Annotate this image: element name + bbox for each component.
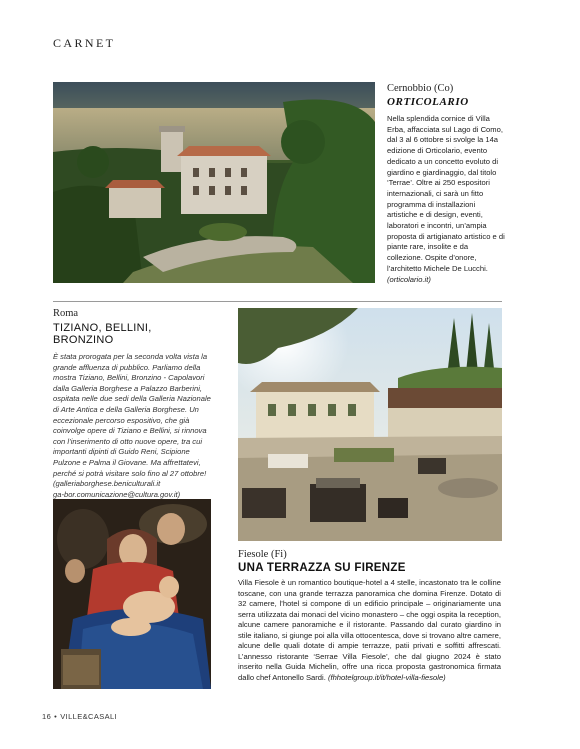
- magazine-name: VILLE&CASALI: [60, 712, 118, 721]
- divider: [53, 301, 502, 302]
- article-place: Cernobbio (Co): [387, 83, 454, 94]
- page-footer: [42, 712, 117, 721]
- section-label: CARNET: [53, 36, 116, 50]
- article-link[interactable]: (galleriaborghese.beniculturali.it: [53, 479, 161, 489]
- article-place: Fiesole (Fi): [238, 549, 287, 560]
- article-body: È stata prorogata per la seconda volta vista la grande affluenza di pubblico. Parliamo della mostra Tiziano, Bellini, Bronzino - Capolavori dalla Galleria Borghese a Palazzo Barberini, ospitata nelle due sedi della Galleria Nazionale di Arte Antica e della Galleria Borghese. Un eccezionale percorso espositivo, che già coinvolge opere di Tiziano e Bellini, si rinnova con l’inserimento di otto nuove opere, tra cui importanti dipinti di Guido Reni, Scipione Pulzone e Palma il Giovane. Ma affrettatevi, perché si potrà visitare solo fino al 27 ottobre!: [53, 352, 211, 478]
- article-link[interactable]: ga-bor.comunicazione@cultura.gov.it): [53, 489, 181, 499]
- article-text: Nella splendida cornice di Villa Erba, affacciata sul Lago di Como, dal 3 al 6 ottobre si svolge la 14a edizione di Orticolario, evento dedicato a un concetto evoluto di giardino e giardinaggio, dal titolo ‘Terrae’. Oltre ai 250 espositori internazionali, ci sarà un fitto programma di installazioni artistiche e di design, eventi, laboratori e incontri, un’ampia proposta di artigianato artistico e di piante rare, insolite e da collezione. Ospite d’onore, l’architetto Michele De Lucchi.: [387, 114, 505, 273]
- article-body: [238, 578, 501, 683]
- article-text: Villa Fiesole è un romantico boutique-hotel a 4 stelle, incastonato tra le colline toscane, con una grande terrazza panoramica che domina Firenze. Dotato di 32 camere, l’hotel si compone di un edificio principale – originariamente una serra utilizzata dai monaci del vicino monastero – che oggi ospita la reception, alcune camere panoramiche e il ristorante. Passando dal curato giardino in stile italiano, si giunge poi alla villa ottocentesca, dove si trovano altre camere, alcune delle quali dotate di ampie terrazze, patii privati e soffitti affrescati. L’annesso ristorante ‘Serrae Villa Fiesole’, che dal giugno 2024 è stato inserito nella Guida Michelin, offre una ricca proposta gastronomica firmata dallo chef Antonello Sardi.: [238, 578, 501, 682]
- article-title: UNA TERRAZZA SU FIRENZE: [238, 562, 406, 574]
- article-links: [53, 479, 213, 500]
- article-title: ORTICOLARIO: [387, 96, 469, 108]
- orticolario-article: [387, 83, 505, 285]
- villa-fiesole-photo: [238, 308, 502, 541]
- madonna-painting: [53, 499, 211, 689]
- villa-erba-photo: [53, 82, 375, 283]
- page-number: 16: [42, 712, 52, 721]
- article-place: Roma: [53, 308, 79, 319]
- article-link[interactable]: (orticolario.it): [387, 274, 431, 284]
- article-title: TIZIANO, BELLINI, BRONZINO: [53, 322, 152, 346]
- article-link[interactable]: (fhhotelgroup.it/it/hotel-villa-fiesole): [327, 672, 446, 682]
- article-body: [387, 114, 505, 285]
- roma-article: [53, 308, 213, 500]
- footer-separator: •: [54, 712, 58, 721]
- villa-fiesole-article: [238, 549, 501, 683]
